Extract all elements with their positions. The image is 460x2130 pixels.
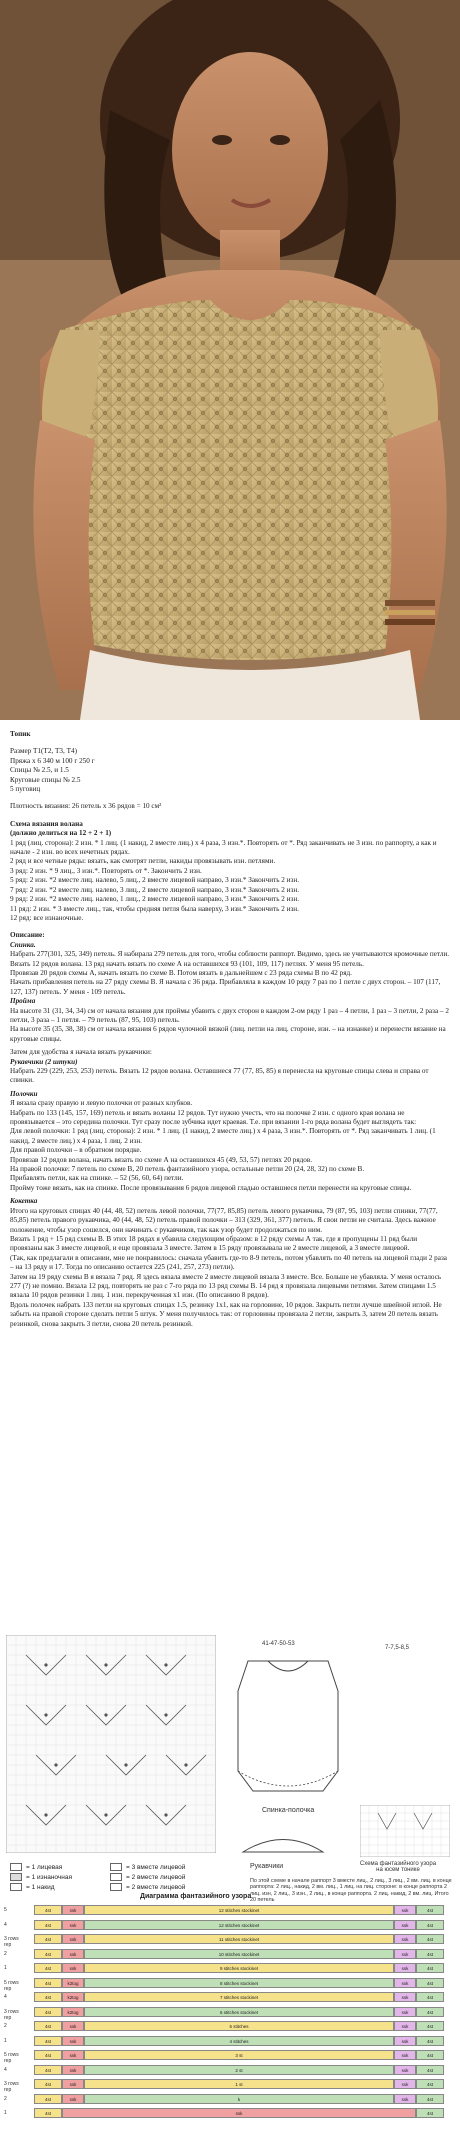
diagram-row <box>0 1978 460 1992</box>
yoke-paragraph: Вязать 1 ряд + 15 ряд схемы В. В этих 18 рядах я убавила следующим образом: в 12 ряду схемы А так, где я пропущены 11 ряд были провязаны как 3 вместе лицевой, и еще провязала 3 вместе. Затем в 15 ряду провязывала не 2 вместе лицевой, а 3 вместе лицевой. <box>10 1234 418 1253</box>
intro-line: Круговые спицы № 2.5 <box>10 775 81 784</box>
diagram-segment: ssk <box>394 1963 416 1973</box>
ruffle-row: 11 ряд: 2 изн. * 3 вместе лиц., так, чтобы средняя петля была наверху, 3 изн.* Закончить 2 изн. <box>10 904 299 913</box>
side-dimensions: 7-7,5-8,5 <box>385 1645 410 1651</box>
yoke-paragraph: Итого на круговых спицах 40 (44, 48, 52) петель левой полочки, 77(77, 85,85) петель левого рукавчика, 79 (87, 95, 103) петли спинки, 77(77, 85,85) петель правого рукавчика, 40 (44, 48, 52) петель правой полочки – 313 (329, 361, 377) петель. Я свои петли не считала. Здесь важное положение, чтобы узор сошелся, они начинать с рукавчиков, так как узор будет продолжаться по ним. <box>10 1206 438 1234</box>
diagram-segment: ssk <box>394 1978 416 1988</box>
diagram-row <box>0 2021 460 2032</box>
diagram-segment: 4st <box>34 2021 62 2031</box>
yoke-paragraph: Вдоль полочек набрать 133 петли на круговых спицах 1.5, резинку 1х1, как на горловине, 10 рядов. Закрыть петли лучше швейной иглой. Не забыть на правой стороне сделать петли 5 штук. У меня получилось так: от горловины провязала 2 петли, закрыть 3, затем 20 петель вязать резинкой, снова закрыть 3 петли, снова 20 петель резинкой. <box>10 1300 442 1328</box>
yoke-paragraph: (Так, как предлагали в описании, мне не понравилось: сначала убавить где-то 8-9 петель, потом убавлять по 40 петель на лицевой глади 2 раза – на 13 ряду и 17. Тогда по описанию остается 225 (241, 257, 273) петли). <box>10 1253 447 1272</box>
back-front-schematic <box>228 1651 348 1801</box>
legend-item: = 3 вместе лицевой <box>110 1863 185 1871</box>
diagram-segment: 12 stitches stockinet <box>84 1920 394 1930</box>
diagram-segment: ssk <box>62 2050 84 2060</box>
back-paragraph: Начать прибавления петель на 27 ряду схемы В. Я начала с 36 ряда. Прибавляла в каждом 10 ряду 7 раз по 1 петле с двух сторон. – 107 (117, 127, 137) петель. У меня - 109 петель. <box>10 978 441 996</box>
diagram-segment: 4st <box>416 2065 444 2075</box>
diagram-row-label: 4 <box>4 1994 7 2000</box>
page-title: Топик <box>10 730 31 738</box>
diagram-segment: 4st <box>416 2079 444 2089</box>
diagram-segment: 4st <box>34 2007 62 2017</box>
diagram-row <box>0 1934 460 1948</box>
ruffle-row: 7 ряд: 2 изн. *2 вместе лиц. налево, 3 лиц., 2 вместе лицевой направо, 3 изн.* Закончить 2 изн. <box>10 885 300 894</box>
diagram-segment: ssk <box>62 2065 84 2075</box>
diagram-row <box>0 1992 460 2003</box>
diagram-row-label: 5 rows rep <box>4 2052 19 2064</box>
diagram-row-label: 1 <box>4 1965 7 1971</box>
fronts-title: Полочки <box>10 1089 38 1098</box>
diagram-segment: ssk <box>394 1934 416 1944</box>
legend-item: = 1 накид <box>10 1883 55 1891</box>
mini-pattern-chart <box>360 1805 450 1857</box>
diagram-row-label: 1 <box>4 2110 7 2116</box>
fronts-paragraph: Набрать по 133 (145, 157, 169) петель и вязать воланы 12 рядов. Тут нужно учесть, что на полочке 2 изн. с одного края волана не провязывается – это середина полочки. Тут сразу после зубчика идет краевая. Т.е. при вязании 1-го ряда волана будет выглядеть так: <box>10 1108 417 1127</box>
yoke-paragraph: Затем на 19 ряду схемы В я вязала 7 ряд. Я здесь вязала вместе 2 вместе лицевой вязала 3 вместе. Все. Больше не убавляла. У меня осталось 277 (?) не помню. Вязала 12 ряд, повторять не раз с 7-го ряда по 13 ряд схемы В. 14 ряд я провязала лицевыми петлями. Затем спицами 1.5 вязала 10 рядов резинки 1 лиц. 1 изн. перекрученная х1 изн. (По описанию 8 рядов). <box>10 1272 442 1300</box>
diagram-segment: ssk <box>62 2036 84 2046</box>
diagram-segment: 1 st <box>84 2079 394 2089</box>
diagram-segment: 4st <box>416 1949 444 1959</box>
diagram-segment: 4st <box>416 2021 444 2031</box>
diagram-segment: ssk <box>394 2050 416 2060</box>
pattern-text <box>10 730 450 1329</box>
diagram-segment: k2tog <box>62 1978 84 1988</box>
diagram-row-label: 3 rows rep <box>4 2008 19 2021</box>
ruffle-row: 5 ряд: 2 изн. *2 вместе лиц. налево, 5 лиц., 2 вместе лицевой направо, 3 изн.* Закончить 2 изн. <box>10 876 300 885</box>
diagram-segment: 4st <box>34 1949 62 1959</box>
diagram-row-label: 5 rows rep <box>4 1979 19 1992</box>
diagram-segment: ssk <box>394 2007 416 2017</box>
ruffle-subtitle: (должно делиться на 12 + 2 + 1) <box>10 829 112 838</box>
armhole-paragraph: На высоте 35 (35, 38, 38) см от начала вязания 6 рядов чулочной вязкой (лиц. петли на лиц. стороне, изн. – на изнанке) и перенести вязание на круговые спицы. <box>10 1025 446 1043</box>
diagram-segment: ssk <box>394 2021 416 2031</box>
fronts-paragraph: На правой полочке: 7 петель по схеме В, 20 петель фантазийного узора, остальные петли 20 (24, 28, 32) по схеме В. <box>10 1165 365 1174</box>
sleeve-schematic <box>238 1827 328 1857</box>
diagram-segment: ssk <box>394 1949 416 1959</box>
diagram-row <box>0 2050 460 2064</box>
photo-illustration <box>0 0 460 720</box>
diagram-segment: 10 stitches stockinet <box>84 1949 394 1959</box>
diagram-row <box>0 2079 460 2093</box>
diagram-segment: ssk <box>394 2065 416 2075</box>
diagram-segment: 4 stitches <box>84 2036 394 2046</box>
k2tog-symbol <box>110 1873 122 1881</box>
lace-chart <box>6 1635 216 1853</box>
ruffle-row: 12 ряд: все изнаночные. <box>10 913 84 922</box>
diagram-row <box>0 1905 460 1916</box>
legend-item: = 2 вместе лицевой <box>110 1873 185 1881</box>
yoke-title: Кокетка <box>10 1197 38 1206</box>
diagram-segment: k2tog <box>62 2007 84 2017</box>
diagram-title: Диаграмма фантазийного узора <box>140 1893 252 1900</box>
diagram-row-label: 4 <box>4 1921 7 1928</box>
diagram-row-label: 2 <box>4 2095 7 2102</box>
diagram-segment: 7 stitches stockinet <box>84 1992 394 2002</box>
diagram-segment: 8 stitches stockinet <box>84 1978 394 1988</box>
diagram-segment: 4st <box>416 2007 444 2017</box>
diagram-segment: 3 st <box>84 2050 394 2060</box>
diagram-segment: ssk <box>62 1949 84 1959</box>
diagram-segment: 12 stitches stockinet <box>84 1905 394 1915</box>
ruffle-row: 2 ряд и все четные ряды: вязать, как смотрят петли, накиды провязывать изн. петлями. <box>10 857 276 866</box>
diagram-segment: 4st <box>416 1978 444 1988</box>
diagram-segment: 6 stitches stockinet <box>84 2007 394 2017</box>
sleeves-intro: Затем для удобства я начала вязать рукавчики: <box>10 1048 152 1057</box>
diagram-row-label: 4 <box>4 2066 7 2073</box>
yarn-over-symbol <box>10 1883 22 1891</box>
diagram-segment: 4st <box>34 1905 62 1915</box>
diagram-row-label: 1 <box>4 2037 7 2044</box>
diagram-segment: k2tog <box>62 1992 84 2002</box>
diagram-segment: 4st <box>34 1963 62 1973</box>
charts-area <box>0 1635 460 2130</box>
armhole-title: Пройма <box>10 997 36 1006</box>
diagram-segment: 4st <box>34 2094 62 2104</box>
diagram-segment: 4st <box>34 2079 62 2089</box>
diagram-segment: 5 stitches <box>84 2021 394 2031</box>
pattern-title: Схема фантазийного узора на юсем тонике <box>359 1861 437 1873</box>
diagram-segment: 4st <box>416 1934 444 1944</box>
diagram-segment: ssk <box>62 2021 84 2031</box>
sleeves-title: Рукавчики (2 штуки) <box>10 1057 78 1066</box>
model-photo <box>0 0 460 720</box>
diagram-segment: ssk <box>62 2108 416 2118</box>
fronts-paragraph: Пройму тоже вязать, как на спинке. После провязывания 6 рядов лицевой гладью оставшиеся петли перенести на круговые спицы. <box>10 1183 412 1192</box>
diagram-segment: 4st <box>416 1920 444 1930</box>
diagram-segment: 4st <box>34 1992 62 2002</box>
diagram-segment: 4st <box>34 2108 62 2118</box>
legend-item: = 1 лицевая <box>10 1863 62 1871</box>
diagram-segment: ssk <box>62 1934 84 1944</box>
diagram-segment: ssk <box>62 1905 84 1915</box>
diagram-row <box>0 2036 460 2047</box>
diagram-row <box>0 1963 460 1974</box>
diagram-segment: 4st <box>416 2108 444 2118</box>
diagram-row-label: 2 <box>4 2023 7 2029</box>
back-title: Спинка. <box>10 940 36 949</box>
diagram-segment: ssk <box>394 1992 416 2002</box>
k3tog-symbol <box>110 1863 122 1871</box>
sleeve-label: Рукавчики <box>250 1863 284 1870</box>
diagram-row <box>0 2094 460 2105</box>
diagram-segment: ssk <box>394 1905 416 1915</box>
back-front-label: Спинка-полочка <box>262 1807 315 1814</box>
back-paragraph: Провязав 20 рядов схемы А, начать вязать по схеме В. Потом вязать в дальнейшем с 23 ряда схемы В по 42 ряд. <box>10 968 352 977</box>
intro-line: Размер Т1(Т2, Т3, Т4) <box>10 747 77 756</box>
fronts-paragraph: Провязав 12 рядов волана, начать вязать по схеме А на оставшихся 45 (49, 53, 57) петлях 20 рядов. <box>10 1155 313 1164</box>
diagram-segment: 4st <box>34 1934 62 1944</box>
diagram-row-label: 3 rows rep <box>4 2081 19 2093</box>
diagram-row <box>0 1920 460 1931</box>
density-line: Плотность вязания: 26 петель х 36 рядов = 10 см² <box>10 802 162 811</box>
ruffle-row: 9 ряд: 2 изн. *2 вместе лиц. налево, 1 лиц., 2 вместе лицевой направо, 3 изн.* Закончить 2 изн. <box>10 895 300 904</box>
diagram-segment: 4st <box>416 1992 444 2002</box>
diagram-segment: ssk <box>62 1963 84 1973</box>
ruffle-row: 1 ряд (лиц. сторона): 2 изн. * 1 лиц. (1 накид, 2 вместе лиц.) х 4 раза, 3 изн.*. Повторять от *. Ряд заканчивать не 3 изн. по раппорту, а как и начале - 2 изн. во всех нечетных рядах. <box>10 838 437 857</box>
diagram-segment: 4st <box>34 2065 62 2075</box>
diagram-segment: 4st <box>416 1963 444 1973</box>
diagram-segment: 4st <box>416 2050 444 2060</box>
diagram-segment: ssk <box>394 2036 416 2046</box>
diagram-segment: 4st <box>416 2094 444 2104</box>
intro-line: Спицы № 2.5, и 1.5 <box>10 766 69 775</box>
fronts-paragraph: Прибавлять петли, как на спинке. – 52 (56, 60, 64) петли. <box>10 1174 184 1183</box>
diagram-segment: k <box>84 2094 394 2104</box>
ssk-symbol <box>110 1883 122 1891</box>
knit-symbol <box>10 1863 22 1871</box>
diagram-segment: ssk <box>394 1920 416 1930</box>
diagram-segment: 4st <box>416 1905 444 1915</box>
diagram-row <box>0 1949 460 1960</box>
intro-line: 5 пуговиц <box>10 785 41 794</box>
top-dimensions: 41-47-50-53 <box>262 1641 295 1647</box>
diagram-segment: 4st <box>34 1920 62 1930</box>
fronts-paragraph: Для правой полочки – в обратном порядке. <box>10 1146 142 1155</box>
diagram-row-label: 3 rows rep <box>4 1936 19 1948</box>
diagram-segment: ssk <box>62 2079 84 2089</box>
fronts-paragraph: Для левой полочки: 1 ряд (лиц. сторона): 2 изн. * 1 лиц. (1 накид, 2 вместе лиц.) х 4 раза, 3 изн.*. Повторять от *. Ряд заканчивать 1 лиц. (1 накид, 2 вместе лиц.) х 4 раза, 1 лиц. 2 изн. <box>10 1127 436 1145</box>
diagram-segment: ssk <box>62 2094 84 2104</box>
fronts-paragraph: Я вязала сразу правую и левую полочки от разных клубков. <box>10 1099 193 1108</box>
intro-line: Пряжа х 6 340 м 100 г 250 г <box>10 756 95 765</box>
diagram-segment: ssk <box>394 2094 416 2104</box>
diagram-segment: 9 stitches stockinet <box>84 1963 394 1973</box>
diagram-row <box>0 2065 460 2076</box>
diagram-segment: 4st <box>34 2036 62 2046</box>
diagram-segment: 11 stitches stockinet <box>84 1934 394 1944</box>
diagram-row <box>0 2007 460 2021</box>
ruffle-row: 3 ряд: 2 изн. * 9 лиц., 3 изн.*. Повторять от *. Закончить 2 изн. <box>10 866 202 875</box>
purl-symbol <box>10 1873 22 1881</box>
diagram-row-label: 2 <box>4 1950 7 1957</box>
back-paragraph: Набрать 277(301, 325, 349) петель. Я набирала 279 петель для того, чтобы соблюсти раппорт. Видимо, здесь не учитываются кромочные петли. Вязать 12 рядов волана. 13 ряд начать вязать по схеме А на оставшихся 93 (101, 109, 117) петлях. У меня 95 петель. <box>10 950 450 968</box>
description-title: Описание: <box>10 931 45 940</box>
diagram-segment: 4st <box>34 2050 62 2060</box>
diagram-row-label: 5 <box>4 1907 7 1913</box>
legend-item: = 2 вместе лицевой <box>110 1883 185 1891</box>
diagram-segment: ssk <box>394 2079 416 2089</box>
diagram-segment: ssk <box>62 1920 84 1930</box>
diagram-segment: 4st <box>416 2036 444 2046</box>
legend-item: = 1 изнаночная <box>10 1873 72 1881</box>
diagram-segment: 2 st <box>84 2065 394 2075</box>
diagram-row <box>0 2108 460 2119</box>
diagram-segment: 4st <box>34 1978 62 1988</box>
pattern-note: По этой схеме в начале раппорт 3 вместе лиц., 2 лиц., 3 лиц., 2 вм. лиц. в конце раппорта: 2 лиц., накид, 2 вм. лиц., 1 лиц. на лиц. стороне: в конце раппорта 2 лиц. изн, 2 лиц., 3 изн., 2 лиц., в конце раппорта. 2 лиц. накид, 2 вм. лиц. Итого 20 петель <box>250 1878 452 1904</box>
sleeves-paragraph: Набрать 229 (229, 253, 253) петель. Вязать 12 рядов волана. Оставшиеся 77 (77, 85, 85) я перенесла на круговые спицы слева и справа от спинки. <box>10 1067 429 1085</box>
armhole-paragraph: На высоте 31 (31, 34, 34) см от начала вязания для проймы убавить с двух сторон в каждом 2-ом ряду 1 раз – 4 петли, 1 раз – 3 петли, 2 раза – 2 петли, 3 раза – 1 петля. – 79 петель (87, 95, 103) петель. <box>10 1006 449 1024</box>
ruffle-title: Схема вязания волана <box>10 819 83 828</box>
